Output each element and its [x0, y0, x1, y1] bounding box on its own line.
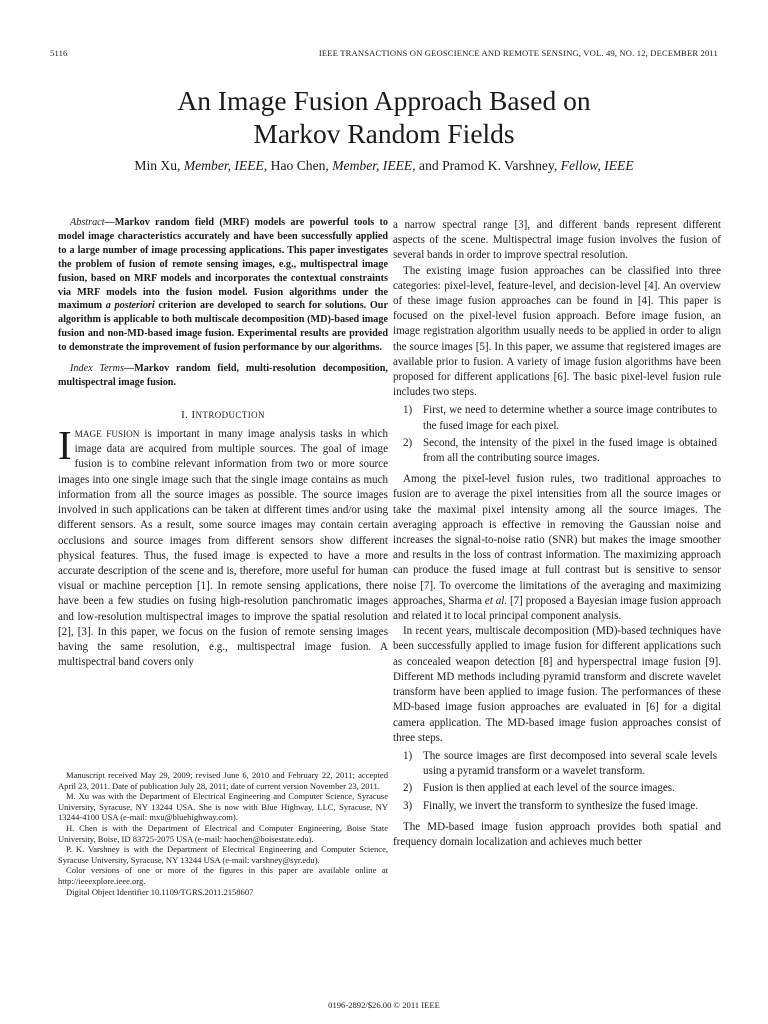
p2-text-a: Among the pixel-level fusion rules, two traditional approaches to fusion are to average the pixel intensities from all the source images or take the maximal pixel intensity among all the source images. The averaging approach is effective in removing the Gaussian noise and increases the signal-to-noise ratio (SNR) but makes the image smoother and results in the loss of contrast information. The maximizing approach can produce the fused image at full contrast but is sensitive to sensor noise [7]. To overcome the limitations of the averaging and maximizing approaches, Sharma [393, 473, 721, 607]
p2-text-b: [7] proposed a Bayesian image fusion approach and related it to local principal component analysis. [393, 594, 721, 623]
author-2: , Hao Chen, [263, 158, 333, 173]
abstract-text: —Markov random field (MRF) models are powerful tools to model image characteristics accurately and have been successfully applied to a large number of image processing applications. This paper investigates the problem of fusion of remote sensing images, e.g., multispectral image fusion, based on MRF models and incorporates the contextual constraints via MRF models into the fusion model. Fusion algorithms under the maximum [58, 217, 388, 312]
list-text: Fusion is then applied at each level of the source images. [423, 782, 675, 795]
author-1: Min Xu, [134, 158, 184, 173]
list-item [393, 781, 721, 796]
page-number: 5116 [50, 48, 68, 58]
list-item [393, 436, 721, 466]
author-list [0, 158, 768, 174]
section-number: I. [181, 408, 192, 421]
right-paragraph-2 [393, 472, 721, 624]
footnote-color: Color versions of one or more of the figures in this paper are available online at http://ieeexplore.ieee.org. [58, 865, 388, 886]
section-heading-rest: NTRODUCTION [195, 409, 265, 420]
running-header [50, 48, 718, 60]
list-item [393, 403, 721, 433]
list-number: 3) [403, 799, 413, 812]
intro-paragraph [58, 422, 388, 670]
list-number: 1) [403, 404, 413, 417]
copyright-line: 0196-2892/$26.00 © 2011 IEEE [328, 1000, 440, 1010]
author-3: , and Pramod K. Varshney, [412, 158, 561, 173]
footnote-author-1: M. Xu was with the Department of Electrical Engineering and Computer Science, Syracuse University, Syracuse, NY 13244 USA. She is now with Blue Highway, LLC, Syracuse, NY 13244-4100 USA (e-mail: mxu@bluehighway.com). [58, 791, 388, 823]
footnote-doi: Digital Object Identifier 10.1109/TGRS.2011.2158607 [66, 886, 254, 897]
footnote-author-3: P. K. Varshney is with the Department of Electrical Engineering and Computer Science, Syracuse University, Syracuse, NY 13244 USA (e-mail: varshney@syr.edu). [58, 844, 388, 865]
right-column [393, 218, 721, 850]
list-text: Second, the intensity of the pixel in the fused image is obtained from all the contributing source images. [423, 436, 717, 465]
index-terms-lead: Index Terms [70, 363, 124, 375]
list-number: 2) [403, 436, 413, 449]
author-1-role: Member, IEEE [183, 158, 264, 173]
pixel-level-steps [393, 403, 721, 466]
md-steps [393, 749, 721, 814]
abstract [58, 216, 388, 355]
right-paragraph-4: The MD-based image fusion approach provides both spatial and frequency domain localization and achieves much better [393, 820, 721, 848]
footnote-received: Manuscript received May 29, 2009; revised June 6, 2010 and February 22, 2011; accepted April 23, 2011. Date of publication July 28, 2011; date of current version November 23, 2011. [58, 770, 388, 791]
footnote [58, 770, 388, 897]
first-word: MAGE FUSION [74, 429, 140, 440]
section-heading-first: I [191, 408, 196, 421]
author-2-role: Member, IEEE [332, 158, 413, 173]
index-terms [58, 362, 388, 390]
list-text: The source images are first decomposed into several scale levels using a pyramid transform or a wavelet transform. [423, 749, 717, 778]
index-terms-text: —Markov random field, multi-resolution decomposition, multispectral image fusion. [58, 363, 388, 388]
intro-text: is important in many image analysis tasks in which image data are acquired from multiple sources. The goal of image fusion is to combine relevant information from two or more source images into one single image such that the single image contains as much information from all the source images as possible. The source images involved in such applications can be taken at different times and/or using different sensors. As a result, some source images may contain certain occlusions and source images from different sensors show different physical features. Thus, the fused image is expected to have a more accurate description of the scene and is, therefore, more useful for human visual or machine perception [1]. In remote sensing applications, there have been a few studies on fusing high-resolution panchromatic images and low-resolution multispectral images to improve the spatial resolution [2], [3]. In this paper, we focus on the fusion of remote sensing images having the same resolution, e.g., multispectral image fusion. A multispectral band covers only [58, 428, 388, 669]
section-heading-introduction [58, 408, 388, 423]
list-number: 1) [403, 749, 413, 762]
list-text: Finally, we invert the transform to synthesize the fused image. [423, 799, 699, 812]
footnote-author-2: H. Chen is with the Department of Electrical and Computer Engineering, Boise State University, Boise, ID 83725-2075 USA (e-mail: haochen@boisestate.edu). [58, 822, 388, 844]
list-item [393, 749, 721, 779]
abstract-text-2: criterion are developed to search for solutions. Our algorithm is applicable to both multiscale decomposition (MD)-based image fusion and non-MD-based image fusion. Experimental results are provided to demonstrate the improvement of fusion performance by our algorithms. [58, 300, 388, 354]
left-column [58, 216, 388, 670]
journal-header: IEEE TRANSACTIONS ON GEOSCIENCE AND REMOTE SENSING, VOL. 49, NO. 12, DECEMBER 2011 [318, 48, 718, 58]
list-text: First, we need to determine whether a source image contributes to the fused image for each pixel. [423, 404, 717, 432]
list-number: 2) [403, 782, 413, 795]
right-paragraph-3: In recent years, multiscale decomposition (MD)-based techniques have been successfully applied to image fusion for different applications such as concealed weapon detection [8] and hyperspectral image fusion [9]. Different MD methods including pyramid transform and discrete wavelet transform have been applied to image fusion. The performances of these MD-based image fusion approaches are evaluated in [6] for a digital camera application. The MD-based image fusion approaches consist of three steps. [393, 625, 721, 744]
abstract-italic: a posteriori [105, 300, 155, 312]
paper-title [0, 84, 768, 150]
right-paragraph-1: The existing image fusion approaches can be classified into three categories: pixel-level, feature-level, and decision-level [4]. An overview of these image fusion approaches can be found in [4]. This paper is focused on the pixel-level fusion approach. Before image fusion, an image registration algorithm usually needs to be applied in order to align the source images [5]. In this paper, we assume that registered images are available prior to fusion. A variety of image fusion algorithms have been proposed for different applications [6]. The basic pixel-level fusion rule includes two steps. [393, 264, 721, 399]
list-item [393, 799, 721, 814]
p2-etal: et al. [484, 594, 508, 607]
abstract-lead: Abstract [70, 217, 105, 228]
title-line-1: An Image Fusion Approach Based on [177, 85, 591, 116]
title-line-2: Markov Random Fields [253, 118, 515, 149]
right-paragraph-0: a narrow spectral range [3], and different bands represent different aspects of the scene. Multispectral image fusion involves the fusion of several bands in order to improve spectral resolution. [393, 219, 721, 262]
author-3-role: Fellow, IEEE [560, 158, 634, 173]
drop-cap: I [58, 422, 72, 469]
